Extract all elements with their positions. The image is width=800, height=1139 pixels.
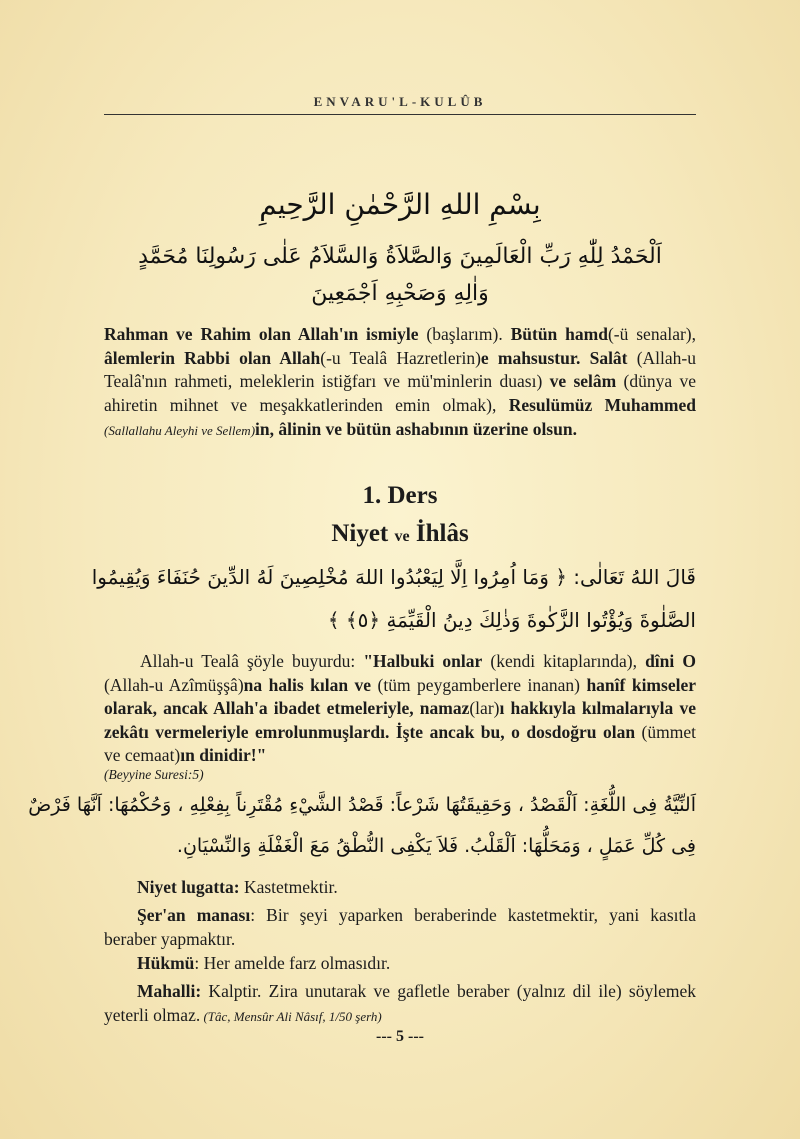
basmala: بِسْمِ اللهِ الرَّحْمٰنِ الرَّحِيمِ: [259, 188, 541, 221]
definition-line-2: فِى كُلِّ عَمَلٍ ، وَمَحَلُّهَا: اَلْقَلْبُ. فَلاَ يَكْفِى النُّطْقُ مَعَ الْغَفْلَةِ وَالنِّسْيَانِ.: [176, 835, 696, 857]
intro-paragraph: Rahman ve Rahim olan Allah'ın ismiyle (başlarım). Bütün hamd(-ü senalar), âlemlerin Rabbi olan Allah(-u Tealâ Hazretlerin)e mahsustur. Salât (Allah-u Tealâ'nın rahmeti, meleklerin istiğfarı ve mü'minlerin duası) ve selâm (dünya ve ahiretin mihnet ve meşakkatlerinden emin olmak), Resulümüz Muhammed (Sallallahu Aleyhi ve Sellem)in, âlinin ve bütün ashabının üzerine olsun.: [104, 324, 697, 439]
running-head: ENVARU'L-KULÛB: [313, 94, 487, 109]
translation-source: (Beyyine Suresi:5): [104, 767, 204, 782]
lesson-number: 1. Ders: [362, 482, 438, 509]
lesson-title: Niyet ve İhlâs: [331, 520, 469, 547]
definition-line-1: اَلنِّيَّةُ فِى اللُّغَةِ: اَلْقَصْدُ ، وَحَقِيقَتُهَا شَرْعاً: قَصْدُ الشَّيْءِ مُقْتَرِناً بِفِعْلِهِ ، وَحُكْمُهَا: اَنَّهَا فَرْضٌ: [28, 794, 696, 816]
hamd-line-1: اَلْحَمْدُ لِلّٰهِ رَبِّ الْعَالَمِينَ وَالصَّلاَةُ وَالسَّلاَمُ عَلٰى رَسُولِنَا مُحَمَّدٍ: [138, 244, 662, 269]
mahalli: Mahalli: Kalptir. Zira unutarak ve gafletle beraber (yalnız dil ile) söylemek yeterli olmaz. (Tâc, Mensûr Ali Nâsıf, 1/50 şerh): [104, 981, 696, 1025]
ayah-line-1: قَالَ اللهُ تَعَالٰى: ﴿ وَمَا اُمِرُوا اِلَّا لِيَعْبُدُوا اللهَ مُخْلِصِينَ لَهُ الدِّينَ حُنَفَاءَ وَيُقِيمُوا: [91, 565, 696, 589]
hamd-line-2: وَاٰلِهِ وَصَحْبِهِ اَجْمَعِينَ: [311, 281, 489, 306]
hukmu: Hükmü: Her amelde farz olmasıdır.: [137, 953, 391, 973]
ayah-translation: Allah-u Tealâ şöyle buyurdu: "Halbuki onlar (kendi kitaplarında), dîni O (Allah-u Azîmüşşâ)na halis kılan ve (tüm peygamberlere inanan) hanîf kimseler olarak, ancak Allah'a ibadet etmeleriyle, namaz(lar)ı hakkıyla kılmalarıyla ve zekâtı vermeleriyle emrolunmuşlardı. İşte ancak bu, o dosdoğru olan (ümmet ve cemaat)ın dinidir!": [104, 651, 696, 765]
header-rule: [104, 114, 696, 115]
page-number: --- 5 ---: [376, 1028, 424, 1045]
ayah-line-2: الصَّلٰوةَ وَيُؤْتُوا الزَّكٰوةَ وَذٰلِكَ دِينُ الْقَيِّمَةِ ﴿٥﴾ ﴾: [327, 608, 696, 632]
seran-manasi: Şer'an manası: Bir şeyi yaparken beraberinde kastetmektir, yani kasıtla beraber yapmaktır.: [104, 905, 696, 949]
niyet-lugatta: Niyet lugatta: Kastetmektir.: [137, 877, 338, 897]
